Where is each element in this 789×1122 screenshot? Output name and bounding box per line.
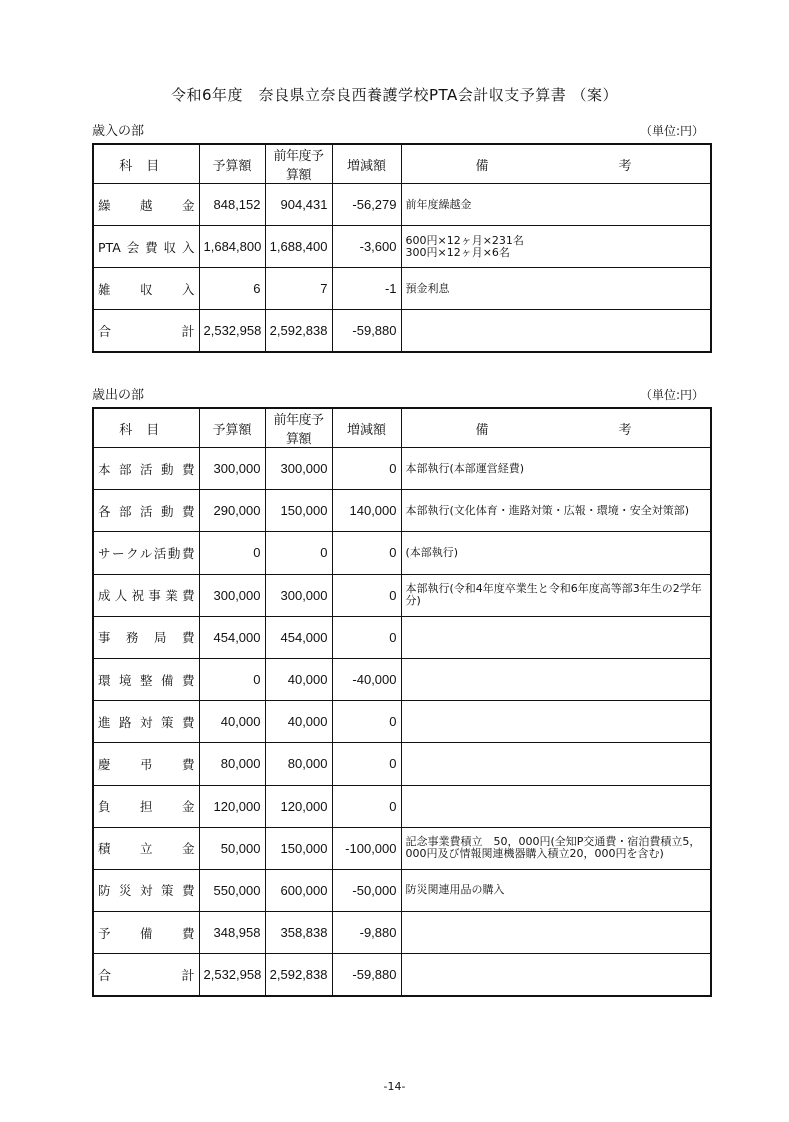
page-number: -14- xyxy=(383,1080,406,1093)
budget-cell: 348,958 xyxy=(199,912,265,954)
subject-cell: 予備費 xyxy=(93,912,199,954)
total-prev-budget-cell: 2,592,838 xyxy=(265,954,332,996)
subject-cell: PTA会費収入 xyxy=(93,226,199,268)
note-cell: 前年度繰越金 xyxy=(401,184,711,226)
prev-budget-cell: 454,000 xyxy=(265,616,332,658)
header-notes-left: 備 xyxy=(475,422,489,438)
header-notes-left: 備 xyxy=(475,158,489,174)
diff-cell: 0 xyxy=(332,785,401,827)
table-row xyxy=(93,532,711,574)
table-row xyxy=(93,184,711,226)
total-budget-cell: 2,532,958 xyxy=(199,954,265,996)
total-diff-cell: -59,880 xyxy=(332,310,401,352)
expenditure-table xyxy=(92,407,712,997)
revenue-section-label: 歳入の部 xyxy=(92,124,145,139)
diff-cell: 140,000 xyxy=(332,490,401,532)
header-notes xyxy=(401,144,711,184)
header-budget: 予算額 xyxy=(199,408,265,448)
table-row xyxy=(93,869,711,911)
header-diff: 増減額 xyxy=(332,144,401,184)
subject-cell: 本部活動費 xyxy=(93,448,199,490)
budget-cell: 50,000 xyxy=(199,827,265,869)
note-cell: 防災関連用品の購入 xyxy=(401,869,711,911)
budget-cell: 120,000 xyxy=(199,785,265,827)
budget-cell: 80,000 xyxy=(199,743,265,785)
diff-cell: -9,880 xyxy=(332,912,401,954)
table-row xyxy=(93,616,711,658)
header-notes-right: 考 xyxy=(618,422,632,438)
diff-cell: -40,000 xyxy=(332,658,401,700)
prev-budget-cell: 1,688,400 xyxy=(265,226,332,268)
diff-cell: 0 xyxy=(332,701,401,743)
diff-cell: -3,600 xyxy=(332,226,401,268)
budget-cell: 550,000 xyxy=(199,869,265,911)
header-subject: 科目 xyxy=(93,144,199,184)
expenditure-section-label: 歳出の部 xyxy=(92,388,145,403)
subject-cell: 積立金 xyxy=(93,827,199,869)
total-row xyxy=(93,310,711,352)
diff-cell: -100,000 xyxy=(332,827,401,869)
note-cell: 本部執行(本部運営経費) xyxy=(401,448,711,490)
header-budget: 予算額 xyxy=(199,144,265,184)
header-diff: 増減額 xyxy=(332,408,401,448)
diff-cell: 0 xyxy=(332,743,401,785)
subject-cell: 負担金 xyxy=(93,785,199,827)
prev-budget-cell: 150,000 xyxy=(265,827,332,869)
expenditure-unit: （単位:円） xyxy=(640,388,705,402)
budget-cell: 454,000 xyxy=(199,616,265,658)
prev-budget-cell: 40,000 xyxy=(265,701,332,743)
page-title: 令和6年度 奈良県立奈良西養護学校PTA会計収支予算書 （案） xyxy=(170,86,619,104)
total-note-cell xyxy=(401,954,711,996)
subject-cell: 環境整備費 xyxy=(93,658,199,700)
revenue-unit: （単位:円） xyxy=(640,124,705,138)
subject-cell: 防災対策費 xyxy=(93,869,199,911)
subject-cell: 繰越金 xyxy=(93,184,199,226)
note-cell: 本部執行(令和4年度卒業生と令和6年度高等部3年生の2学年分) xyxy=(401,574,711,616)
total-row xyxy=(93,954,711,996)
revenue-table xyxy=(92,143,712,353)
note-cell xyxy=(401,743,711,785)
total-label-cell: 合計 xyxy=(93,310,199,352)
table-row xyxy=(93,827,711,869)
prev-budget-cell: 150,000 xyxy=(265,490,332,532)
budget-cell: 6 xyxy=(199,268,265,310)
budget-cell: 40,000 xyxy=(199,701,265,743)
header-notes xyxy=(401,408,711,448)
table-header-row xyxy=(93,408,711,448)
prev-budget-cell: 600,000 xyxy=(265,869,332,911)
diff-cell: 0 xyxy=(332,574,401,616)
note-cell xyxy=(401,701,711,743)
subject-cell: サークル活動費 xyxy=(93,532,199,574)
prev-budget-cell: 80,000 xyxy=(265,743,332,785)
note-cell xyxy=(401,785,711,827)
subject-cell: 事務局費 xyxy=(93,616,199,658)
table-row xyxy=(93,701,711,743)
budget-cell: 300,000 xyxy=(199,574,265,616)
total-budget-cell: 2,532,958 xyxy=(199,310,265,352)
diff-cell: 0 xyxy=(332,532,401,574)
note-cell: 記念事業費積立 50，000円(全知P交通費・宿泊費積立5，000円及び情報関連機器購入積立20，000円を含む) xyxy=(401,827,711,869)
table-row xyxy=(93,448,711,490)
table-row xyxy=(93,658,711,700)
note-cell: 本部執行(文化体育・進路対策・広報・環境・安全対策部) xyxy=(401,490,711,532)
budget-cell: 290,000 xyxy=(199,490,265,532)
total-diff-cell: -59,880 xyxy=(332,954,401,996)
header-prev-budget: 前年度予算額 xyxy=(265,408,332,448)
table-row xyxy=(93,912,711,954)
header-notes-right: 考 xyxy=(618,158,632,174)
note-cell: 600円×12ヶ月×231名 300円×12ヶ月×6名 xyxy=(401,226,711,268)
prev-budget-cell: 120,000 xyxy=(265,785,332,827)
diff-cell: 0 xyxy=(332,616,401,658)
prev-budget-cell: 300,000 xyxy=(265,574,332,616)
table-row xyxy=(93,268,711,310)
prev-budget-cell: 300,000 xyxy=(265,448,332,490)
table-row xyxy=(93,743,711,785)
subject-cell: 雑収入 xyxy=(93,268,199,310)
total-label-cell: 合計 xyxy=(93,954,199,996)
header-prev-budget: 前年度予算額 xyxy=(265,144,332,184)
diff-cell: -50,000 xyxy=(332,869,401,911)
note-cell: (本部執行) xyxy=(401,532,711,574)
budget-cell: 0 xyxy=(199,532,265,574)
diff-cell: -56,279 xyxy=(332,184,401,226)
note-cell: 預金利息 xyxy=(401,268,711,310)
table-row xyxy=(93,226,711,268)
diff-cell: 0 xyxy=(332,448,401,490)
table-row xyxy=(93,574,711,616)
prev-budget-cell: 40,000 xyxy=(265,658,332,700)
table-row xyxy=(93,785,711,827)
prev-budget-cell: 7 xyxy=(265,268,332,310)
budget-cell: 300,000 xyxy=(199,448,265,490)
prev-budget-cell: 358,838 xyxy=(265,912,332,954)
table-row xyxy=(93,490,711,532)
subject-cell: 進路対策費 xyxy=(93,701,199,743)
note-cell xyxy=(401,658,711,700)
subject-cell: 各部活動費 xyxy=(93,490,199,532)
subject-cell: 慶弔費 xyxy=(93,743,199,785)
budget-cell: 848,152 xyxy=(199,184,265,226)
budget-cell: 1,684,800 xyxy=(199,226,265,268)
diff-cell: -1 xyxy=(332,268,401,310)
note-cell xyxy=(401,912,711,954)
subject-cell: 成人祝事業費 xyxy=(93,574,199,616)
table-header-row xyxy=(93,144,711,184)
prev-budget-cell: 0 xyxy=(265,532,332,574)
header-subject: 科目 xyxy=(93,408,199,448)
prev-budget-cell: 904,431 xyxy=(265,184,332,226)
total-note-cell xyxy=(401,310,711,352)
total-prev-budget-cell: 2,592,838 xyxy=(265,310,332,352)
budget-cell: 0 xyxy=(199,658,265,700)
note-cell xyxy=(401,616,711,658)
